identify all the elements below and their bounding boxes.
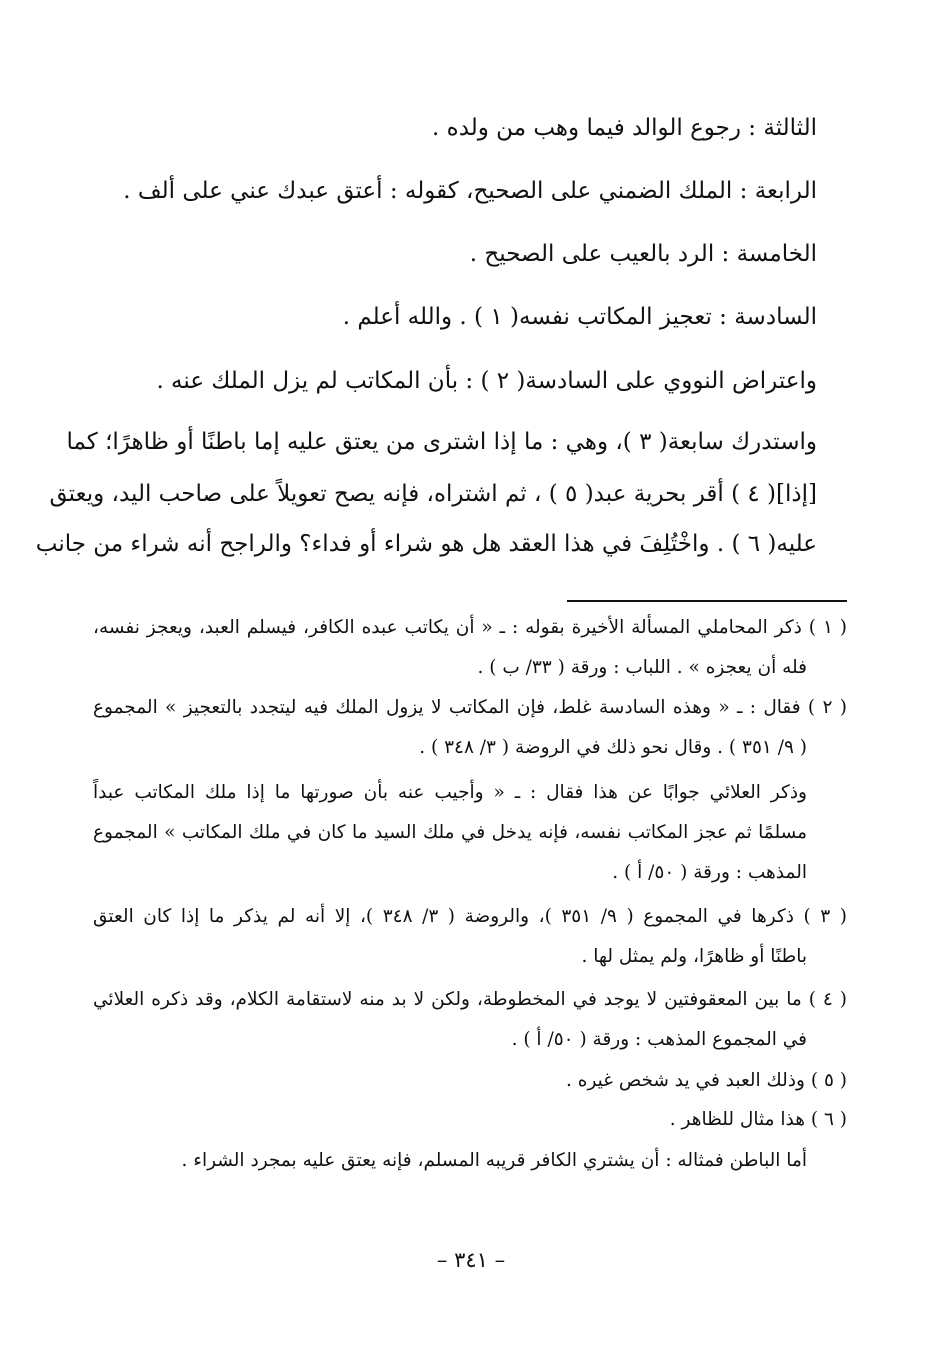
footnote-2-line-3: وذكر العلائي جوابًا عن هذا فقال : ـ « وأجيب عنه بأن صورتها ما إذا ملك المكاتب عبداً — [93, 782, 807, 803]
footnote-2-line-5: المذهب : ورقة ( ٥٠/ أ ) . — [612, 862, 807, 883]
footnote-3-line-2: باطنًا أو ظاهرًا، ولم يمثل لها . — [581, 946, 807, 967]
body-line-4: السادسة : تعجيز المكاتب نفسه( ١ ) . والله أعلم . — [342, 304, 817, 330]
body-line-5: واعتراض النووي على السادسة( ٢ ) : بأن المكاتب لم يزل الملك عنه . — [156, 368, 817, 394]
footnote-3-line-1: ( ٣ ) ذكرها في المجموع ( ٩/ ٣٥١ )، والروضة ( ٣/ ٣٤٨ )، إلا أنه لم يذكر ما إذا كان العتق — [93, 906, 847, 927]
body-line-1: الثالثة : رجوع الوالد فيما وهب من ولده . — [432, 115, 817, 141]
footnote-4-line-1: ( ٤ ) ما بين المعقوفتين لا يوجد في المخطوطة، ولكن لا بد منه لاستقامة الكلام، وقد ذكره العلائي — [93, 989, 847, 1010]
footnote-2-line-1: ( ٢ ) فقال : ـ « وهذه السادسة غلط، فإن المكاتب لا يزول الملك فيه ليتجدد بالتعجيز » المجموع — [93, 697, 847, 718]
footnote-6-line-1: ( ٦ ) هذا مثال للظاهر . — [669, 1109, 847, 1130]
footnote-6-line-2: أما الباطن فمثاله : أن يشتري الكافر قريبه المسلم، فإنه يعتق عليه بمجرد الشراء . — [181, 1150, 807, 1171]
footnote-4-line-2: في المجموع المذهب : ورقة ( ٥٠/ أ ) . — [511, 1029, 807, 1050]
footnote-5: ( ٥ ) وذلك العبد في يد شخص غيره . — [566, 1070, 847, 1091]
footnote-2-line-2: ( ٩/ ٣٥١ ) . وقال نحو ذلك في الروضة ( ٣/ ٣٤٨ ) . — [419, 737, 807, 758]
footnote-2-line-4: مسلمًا ثم عجز المكاتب نفسه، فإنه يدخل في ملك السيد ما كان في ملك المكاتب » المجموع — [93, 822, 807, 843]
body-line-3: الخامسة : الرد بالعيب على الصحيح . — [469, 241, 817, 267]
body-line-8: عليه( ٦ ) . واخْتُلِفَ في هذا العقد هل هو شراء أو فداء؟ والراجح أنه شراء من جانب — [35, 531, 817, 557]
footnote-1-line-2: فله أن يعجزه » . اللباب : ورقة ( ٣٣/ ب ) . — [477, 657, 807, 678]
body-line-6: واستدرك سابعة( ٣ )، وهي : ما إذا اشترى من يعتق عليه إما باطنًا أو ظاهرًا؛ كما — [66, 429, 817, 455]
footnote-separator — [567, 600, 847, 602]
body-line-2: الرابعة : الملك الضمني على الصحيح، كقوله : أعتق عبدك عني على ألف . — [123, 178, 817, 204]
footnote-1-line-1: ( ١ ) ذكر المحاملي المسألة الأخيرة بقوله : ـ « أن يكاتب عبده الكافر، فيسلم العبد، ويعجز نفسه، — [93, 617, 848, 638]
body-line-7: [إذا]( ٤ ) أقر بحرية عبد( ٥ ) ، ثم اشتراه، فإنه يصح تعويلاً على صاحب اليد، ويعتق — [49, 481, 817, 507]
page-number: – ٣٤١ – — [436, 1248, 506, 1272]
